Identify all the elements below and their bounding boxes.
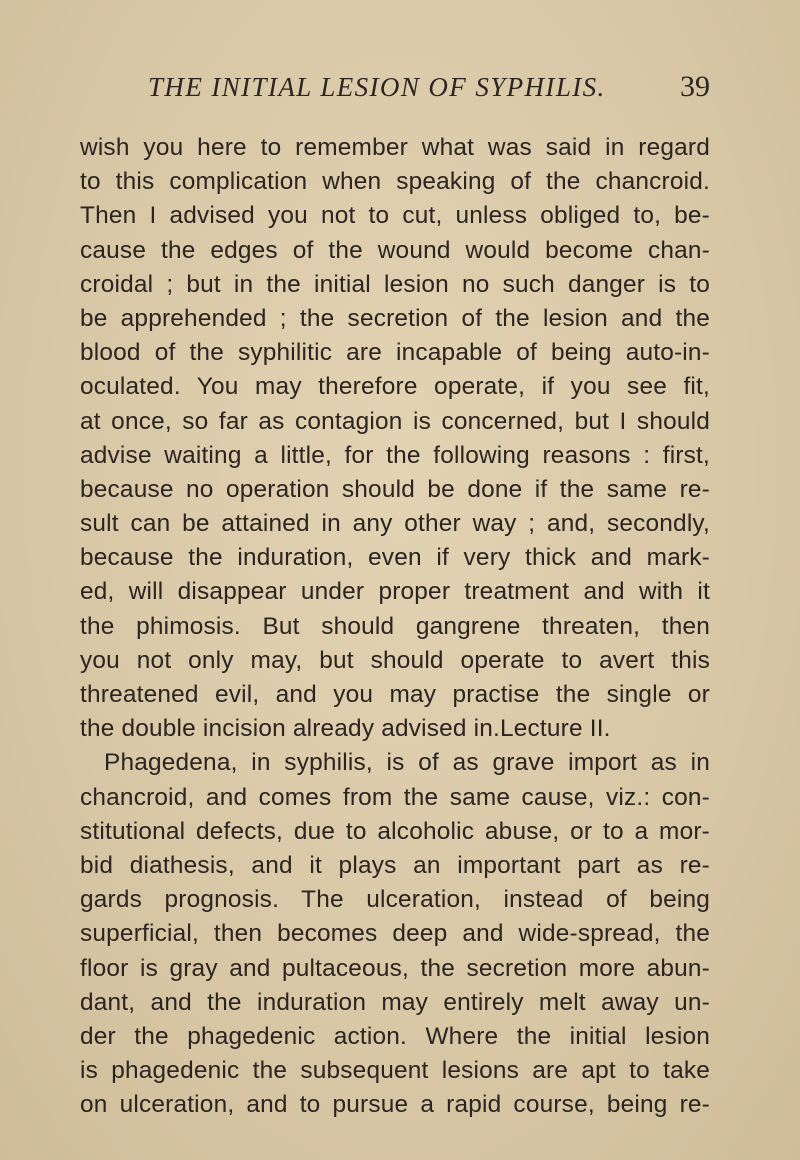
- text-line: is phagedenic the subsequent lesions are apt to take: [80, 1057, 710, 1085]
- text-line: bid diathesis, and it plays an important part as re-: [80, 851, 710, 879]
- text-line: chancroid, and comes from the same cause, viz.: con-: [80, 783, 710, 811]
- text-line: because the induration, even if very thick and mark-: [80, 544, 710, 572]
- text-line: you not only may, but should operate to avert this: [80, 646, 710, 674]
- running-head: [80, 72, 710, 112]
- page-number: 39: [680, 70, 710, 103]
- text-line: ed, will disappear under proper treatment and with it: [80, 578, 710, 606]
- text-line: dant, and the induration may entirely melt away un-: [80, 988, 710, 1016]
- text-line: der the phagedenic action. Where the initial lesion: [80, 1022, 710, 1050]
- text-line: threatened evil, and you may practise the single or: [80, 681, 710, 708]
- text-line: blood of the syphilitic are incapable of being auto-in-: [80, 339, 710, 367]
- text-line: oculated. You may therefore operate, if you see fit,: [80, 373, 710, 401]
- text-line: be apprehended ; the secretion of the lesion and the: [80, 304, 710, 332]
- text-line: croidal ; but in the initial lesion no such danger is to: [80, 270, 710, 298]
- text-line: on ulceration, and to pursue a rapid course, being re-: [80, 1091, 710, 1119]
- text-line: to this complication when speaking of the chancroid.: [80, 168, 710, 196]
- text-line: cause the edges of the wound would become chan-: [80, 236, 710, 264]
- text-line: at once, so far as contagion is concerned, but I should: [80, 407, 710, 435]
- text-line: gards prognosis. The ulceration, instead of being: [80, 886, 710, 914]
- text-line: sult can be attained in any other way ; and, secondly,: [80, 510, 710, 538]
- text-line: Phagedena, in syphilis, is of as grave import as in: [104, 749, 710, 777]
- text-line: superficial, then becomes deep and wide-spread, the: [80, 920, 710, 948]
- running-title: THE INITIAL LESION OF SYPHILIS.: [148, 72, 606, 102]
- text-line: Then I advised you not to cut, unless obliged to, be-: [80, 202, 710, 230]
- text-line: the phimosis. But should gangrene threaten, then: [80, 612, 710, 640]
- text-line: the double incision already advised in.Lecture II.: [80, 715, 611, 743]
- text-line: wish you here to remember what was said in regard: [80, 134, 710, 161]
- text-line: because no operation should be done if the same re-: [80, 475, 710, 503]
- text-line: floor is gray and pultaceous, the secretion more abun-: [80, 954, 710, 982]
- text-line: advise waiting a little, for the following reasons : first,: [80, 441, 710, 469]
- body-text: [80, 131, 710, 1122]
- text-line: stitutional defects, due to alcoholic abuse, or to a mor-: [80, 817, 710, 845]
